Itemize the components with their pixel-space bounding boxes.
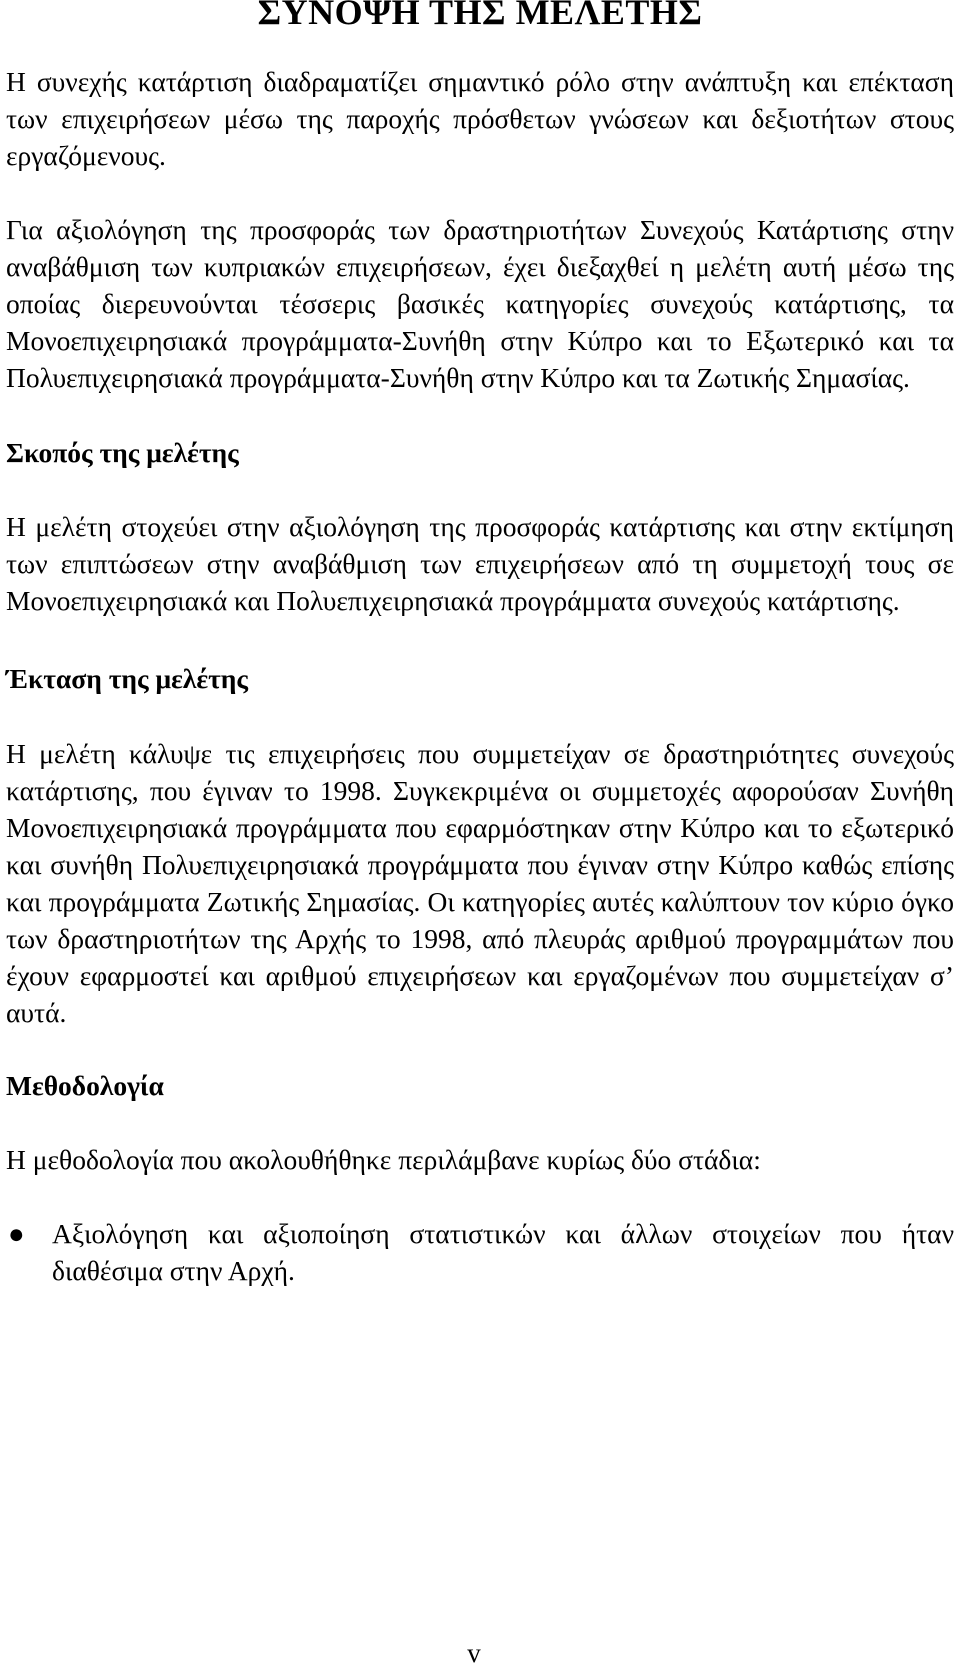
bullet-dot-icon: ●	[8, 1218, 25, 1249]
section-paragraph-scope: Η μελέτη κάλυψε τις επιχειρήσεις που συμμετείχαν σε δραστηριότητες συνεχούς κατάρτισης, που έγιναν το 1998. Συγκεκριμένα οι συμμετοχές αφορούσαν Συνήθη Μονοεπιχειρησιακά προγράμματα που εφαρμόστηκαν στην Κύπρο και το εξωτερικό και συνήθη Πολυεπιχειρησιακά προγράμματα που έγιναν στην Κύπρο καθώς επίσης και προγράμματα Ζωτικής Σημασίας. Οι κατηγορίες αυτές καλύπτουν τον κύριο όγκο των δραστηριοτήτων της Αρχής το 1998, από πλευράς αριθμού προγραμμάτων που έχουν εφαρμοστεί και αριθμού επιχειρήσεων και εργαζομένων που συμμετείχαν σ’ αυτά.	[6, 738, 954, 1028]
methodology-bullet-list	[6, 1215, 954, 1289]
section-heading-scope: Έκταση της μελέτης	[6, 663, 248, 694]
context-paragraph: Για αξιολόγηση της προσφοράς των δραστηριοτήτων Συνεχούς Κατάρτισης στην αναβάθμιση των κυπριακών επιχειρήσεων, έχει διεξαχθεί η μελέτη αυτή μέσω της οποίας διερευνούνται τέσσερις βασικές κατηγορίες συνεχούς κατάρτισης, τα Μονοεπιχειρησιακά προγράμματα-Συνήθη στην Κύπρο και το Εξωτερικό και τα Πολυεπιχειρησιακά προγράμματα-Συνήθη στην Κύπρο και τα Ζωτικής Σημασίας.	[6, 214, 954, 393]
section-paragraph-methodology: Η μεθοδολογία που ακολουθήθηκε περιλάμβανε κυρίως δύο στάδια:	[6, 1144, 761, 1175]
document-page	[6, 0, 954, 1289]
section-paragraph-purpose: Η μελέτη στοχεύει στην αξιολόγηση της προσφοράς κατάρτισης και στην εκτίμηση των επιπτώσεων στην αναβάθμιση των επιχειρήσεων από τη συμμετοχή τους σε Μονοεπιχειρησιακά και Πολυεπιχειρησιακά προγράμματα συνεχούς κατάρτισης.	[6, 511, 954, 616]
page-number: v	[467, 1638, 481, 1668]
list-item-text: Αξιολόγηση και αξιοποίηση στατιστικών και άλλων στοιχείων που ήταν διαθέσιμα στην Αρχή.	[52, 1218, 954, 1286]
section-heading-purpose: Σκοπός της μελέτης	[6, 437, 239, 468]
list-item	[6, 1215, 954, 1289]
document-title: ΣΥΝΟΨΗ ΤΗΣ ΜΕΛΕΤΗΣ	[257, 0, 703, 32]
section-heading-methodology: Μεθοδολογία	[6, 1070, 164, 1101]
intro-paragraph: Η συνεχής κατάρτιση διαδραματίζει σημαντικό ρόλο στην ανάπτυξη και επέκταση των επιχειρήσεων μέσω της παροχής πρόσθετων γνώσεων και δεξιοτήτων στους εργαζόμενους.	[6, 66, 954, 171]
